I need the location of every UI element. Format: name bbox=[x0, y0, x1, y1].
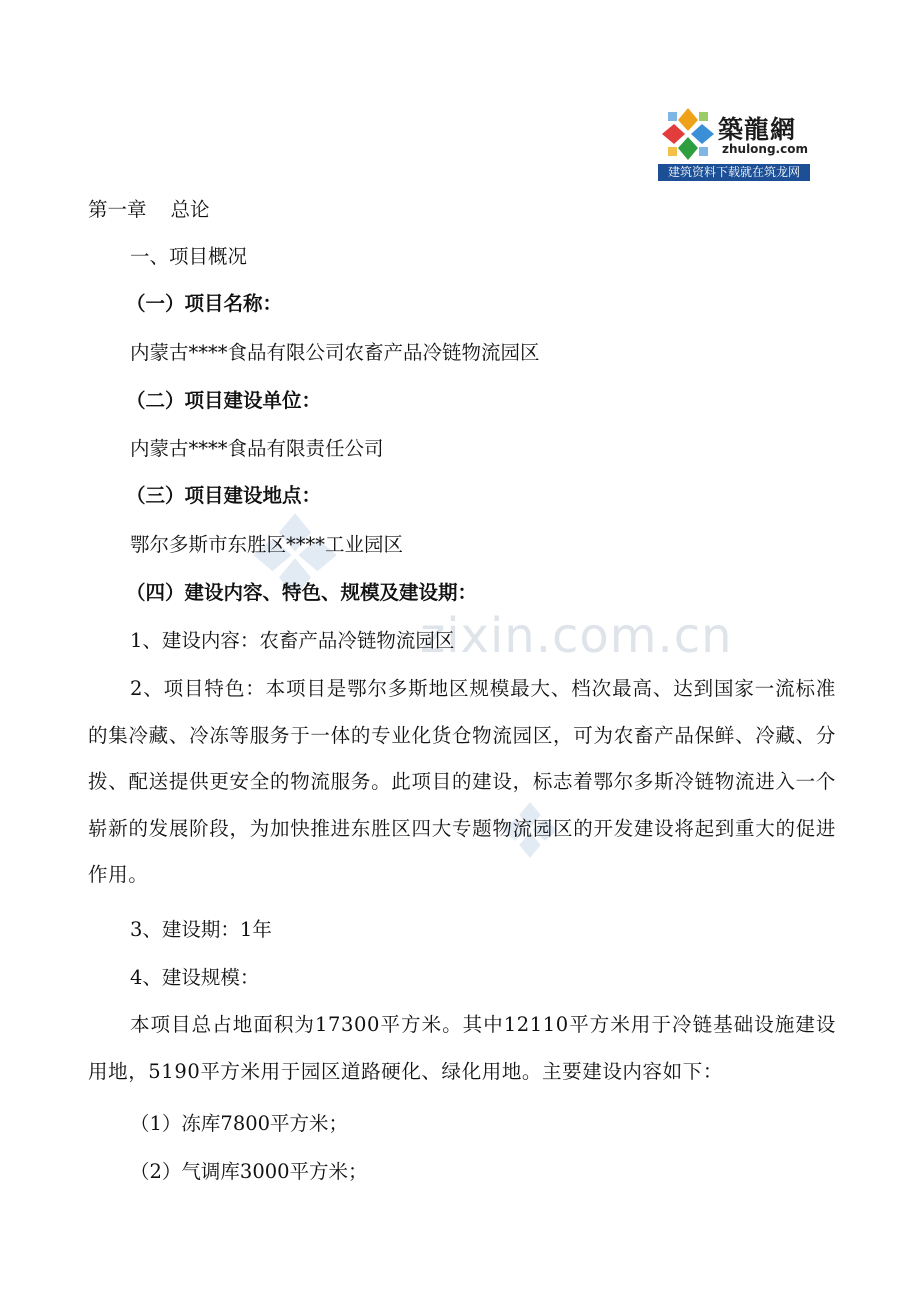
subsection-heading: （三）项目建设地点： bbox=[126, 484, 322, 507]
construction-period-item: 3、建设期：1年 bbox=[130, 918, 272, 941]
chapter-heading bbox=[88, 198, 210, 222]
scale-list-item: （2）气调库3000平方米； bbox=[130, 1160, 368, 1183]
chapter-name: 总论 bbox=[170, 198, 210, 221]
project-features-paragraph: 2、项目特色：本项目是鄂尔多斯地区规模最大、档次最高、达到国家一流标准的集冷藏、冷冻等服务于一体的专业化货仓物流园区，可为农畜产品保鲜、冷藏、分拨、配送提供更安全的物流服务。此项目的建设，标志着鄂尔多斯冷链物流进入一个崭新的发展阶段，为加快推进东胜区四大专题物流园区的开发建设将起到重大的促进作用。 bbox=[88, 677, 836, 886]
project-location-text: 鄂尔多斯市东胜区****工业园区 bbox=[130, 533, 404, 556]
subsection-heading: （二）项目建设单位： bbox=[126, 389, 322, 412]
subsection-heading: （一）项目名称： bbox=[126, 292, 283, 315]
construction-scale-item: 4、建设规模： bbox=[130, 966, 260, 989]
scale-list-item: （1）冻库7800平方米； bbox=[130, 1112, 349, 1135]
logo-name: 築龍網 bbox=[718, 115, 797, 144]
project-name-text: 内蒙古****食品有限公司农畜产品冷链物流园区 bbox=[130, 341, 540, 364]
logo-domain: zhulong.com bbox=[722, 142, 808, 156]
watermark-text: zixin.com.cn bbox=[420, 608, 733, 664]
project-unit-text: 内蒙古****食品有限责任公司 bbox=[130, 437, 384, 460]
construction-scale-paragraph: 本项目总占地面积为17300平方米。其中12110平方米用于冷链基础设施建设用地，5190平方米用于园区道路硬化、绿化用地。主要建设内容如下： bbox=[88, 1013, 836, 1083]
construction-content-item: 1、建设内容：农畜产品冷链物流园区 bbox=[130, 629, 455, 652]
subsection-heading: （四）建设内容、特色、规模及建设期： bbox=[126, 581, 478, 604]
section-heading: 一、项目概况 bbox=[130, 245, 248, 268]
chapter-number: 第一章 bbox=[88, 198, 147, 221]
logo-slogan: 建筑资料下载就在筑龙网 bbox=[658, 164, 810, 181]
